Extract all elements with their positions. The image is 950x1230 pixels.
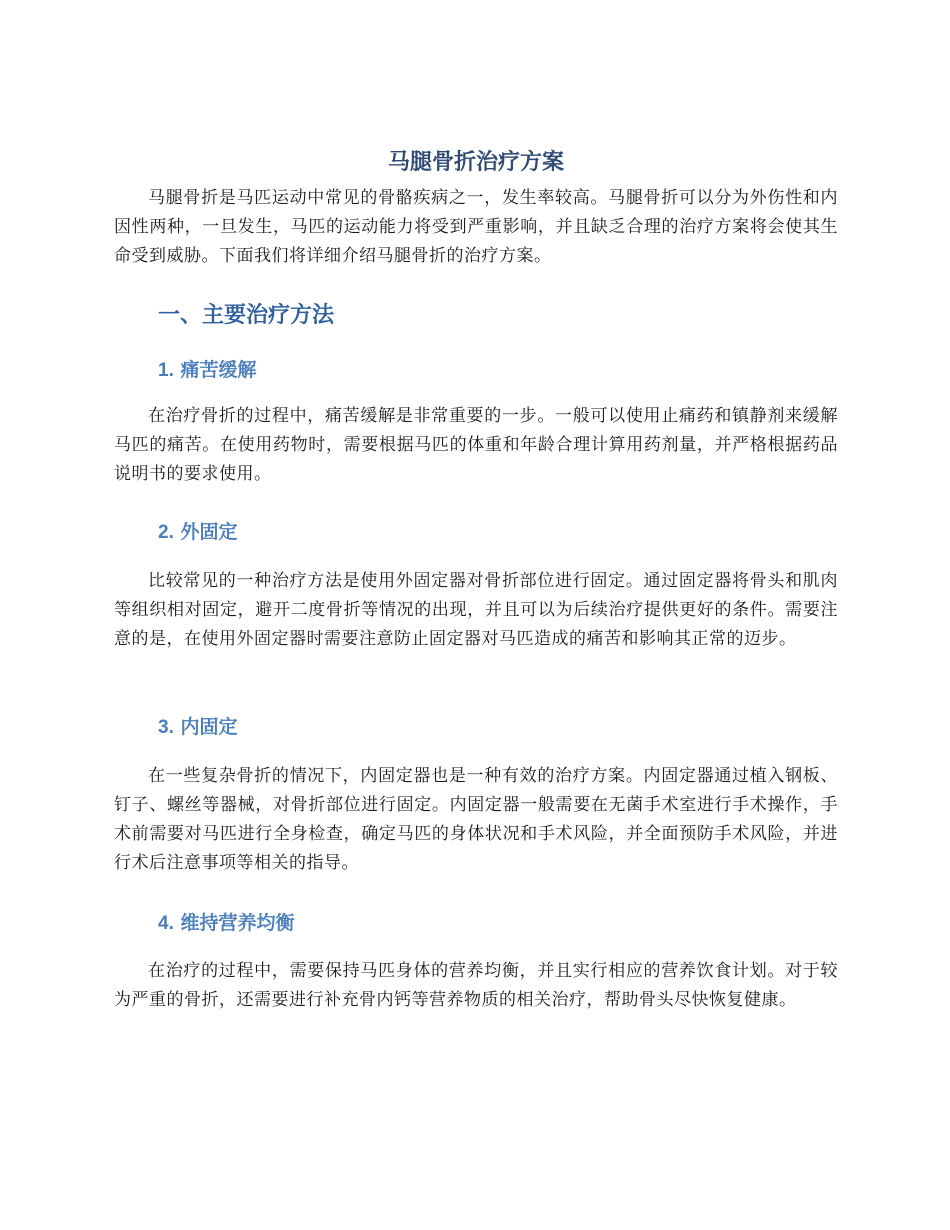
intro-paragraph: 马腿骨折是马匹运动中常见的骨骼疾病之一，发生率较高。马腿骨折可以分为外伤性和内因性两种，一旦发生，马匹的运动能力将受到严重影响，并且缺乏合理的治疗方案将会使其生命受到威胁。下面我们将详细介绍马腿骨折的治疗方案。 (114, 188, 838, 266)
subsection-heading-internal-fixation (158, 713, 238, 742)
subsection-body-pain-relief: 在治疗骨折的过程中，痛苦缓解是非常重要的一步。一般可以使用止痛药和镇静剂来缓解马匹的痛苦。在使用药物时，需要根据马匹的体重和年龄合理计算用药剂量，并严格根据药品说明书的要求使用。 (114, 406, 838, 484)
subsection-number: 1. (158, 360, 174, 381)
subsection-body-external-fixation: 比较常见的一种治疗方法是使用外固定器对骨折部位进行固定。通过固定器将骨头和肌肉等组织相对固定，避开二度骨折等情况的出现，并且可以为后续治疗提供更好的条件。需要注意的是，在使用外固定器时需要注意防止固定器对马匹造成的痛苦和影响其正常的迈步。 (114, 571, 838, 649)
subsection-heading-external-fixation (158, 518, 238, 547)
subsection-body-internal-fixation: 在一些复杂骨折的情况下，内固定器也是一种有效的治疗方案。内固定器通过植入钢板、钉子、螺丝等器械，对骨折部位进行固定。内固定器一般需要在无菌手术室进行手术操作，手术前需要对马匹进行全身检查，确定马匹的身体状况和手术风险，并全面预防手术风险，并进行术后注意事项等相关的指导。 (114, 766, 838, 873)
subsection-title: 痛苦缓解 (180, 359, 257, 381)
document-title: 马腿骨折治疗方案 (387, 150, 564, 175)
subsection-heading-pain-relief (158, 356, 257, 385)
subsection-title: 维持营养均衡 (180, 912, 295, 934)
subsection-number: 2. (158, 522, 174, 543)
subsection-number: 3. (158, 717, 174, 738)
subsection-body-nutrition: 在治疗的过程中，需要保持马匹身体的营养均衡，并且实行相应的营养饮食计划。对于较为严重的骨折，还需要进行补充骨内钙等营养物质的相关治疗，帮助骨头尽快恢复健康。 (114, 961, 838, 1010)
subsection-title: 内固定 (180, 716, 238, 738)
subsection-title: 外固定 (180, 521, 238, 543)
subsection-heading-nutrition (158, 909, 295, 938)
subsection-number: 4. (158, 913, 174, 934)
section-heading-main-methods: 一、主要治疗方法 (158, 303, 335, 328)
